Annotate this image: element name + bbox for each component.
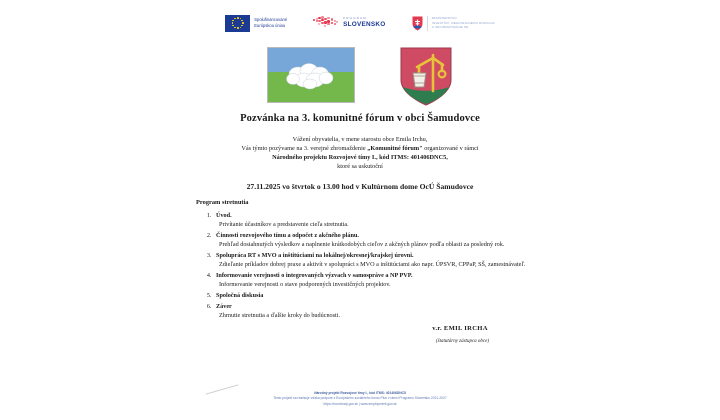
intro-line-2-b: organizované v rámci — [422, 144, 479, 152]
event-datetime-line: 27.11.2025 vo štvrtok o 13.00 hod v Kultúrnom dome OcÚ Šamudovce — [246, 182, 474, 191]
eu-star-icon — [234, 27, 236, 29]
program-mark-dot — [327, 17, 329, 19]
village-emblems — [0, 47, 720, 107]
intro-line-1: Vážení obyvatelia, v mene starostu obce Emila Irchu, — [292, 136, 428, 143]
ministry-line3: A INFORMATIZÁCIE SR — [431, 25, 469, 30]
program-mark-dot — [336, 21, 338, 23]
program-mark-dot — [331, 18, 334, 21]
intro-line-4: ktoré sa uskutoční — [337, 162, 383, 170]
itms-code-text: Národného projektu Rozvojové tímy I., kód ITMS: 401406DNC5, — [272, 153, 448, 161]
agenda-item-title: 2. Činnosti rozvojového tímu a odpočet z akčného plánu. — [216, 231, 359, 239]
agenda-item-title: 3. Spolupráca RT s MVO a inštitúciami na lokálnej/okresnej/krajskej úrovni. — [216, 251, 414, 259]
agenda-item-description: Zhrnutie stretnutia a ďalšie kroky do budúcnosti. — [219, 311, 341, 319]
intro-line-3 — [0, 154, 720, 163]
program-mark-dot — [324, 25, 326, 27]
agenda-list — [196, 211, 616, 320]
eu-star-icon — [237, 17, 239, 19]
program-slovensko-logo — [313, 16, 385, 31]
program-name: SLOVENSKO — [343, 20, 386, 28]
eu-star-icon — [240, 27, 242, 29]
agenda-item-title: 1. Úvod. — [216, 212, 232, 219]
agenda-item — [213, 291, 616, 300]
agenda-item — [213, 231, 616, 249]
agenda-item-description: Privítanie účastníkov a predstavenie cieľa stretnutia. — [219, 221, 349, 229]
program-slovensko-label — [343, 17, 385, 29]
agenda-item-description: Prehľad dosiahnutých výsledkov a naplnenie krátkodobých cieľov z akčných plánov podľa oblasti za posledný rok. — [219, 241, 505, 249]
eu-star-icon — [234, 18, 236, 20]
agenda-item — [213, 211, 616, 229]
slovak-coat-of-arms-icon — [412, 16, 423, 31]
eu-stars — [225, 15, 250, 32]
agenda-item-title: 6. Záver — [216, 302, 232, 310]
eu-star-icon — [241, 25, 243, 27]
intro-line-2 — [0, 145, 720, 154]
program-heading: Program stretnutia — [196, 199, 249, 206]
agenda-item-description: Zdieľanie príkladov dobrej praxe a aktivít v spolupráci s MVO a inštitúciami ako napr. ÚPSVR, CPPaP, SŠ, zamestnávateľ. — [219, 261, 526, 269]
agenda-item-title: 4. Informovanie verejnosti o integrovaných výzvach v samospráve a NP PVP. — [216, 271, 413, 279]
signature-name: v.r. EMIL IRCHA — [432, 325, 488, 332]
eu-star-icon — [237, 27, 239, 29]
footer-line-1: Národný projekt Rozvojové tímy I., kód ITMS: 401406DNC5 — [314, 390, 406, 395]
page-title: Pozvánka na 3. komunitné fórum v obci Šamudovce — [240, 113, 480, 124]
ministry-divider — [427, 16, 428, 31]
program-mark-dot — [331, 22, 333, 24]
signature-role: (štatutárny zástupca obce) — [435, 339, 490, 344]
agenda-item — [213, 271, 616, 289]
ministry-line1: MINISTERSTVO — [431, 16, 457, 21]
intro-paragraph — [0, 136, 720, 172]
footer-line-3: https://eurofondy.gov.sk | www.employment.gov.sk — [323, 402, 397, 407]
funding-logo-strip — [0, 8, 720, 38]
footer-line-2: Tento projekt sa realizuje vďaka podpore z Európskeho sociálneho fondu Plus v rámci Programu Slovensko 2021-2027 — [273, 396, 447, 401]
eu-cofunding-line1: Spolufinancované — [254, 17, 288, 23]
eu-star-icon — [232, 22, 234, 24]
ministry-logo — [412, 16, 495, 31]
program-kicker: PROGRAM — [343, 16, 367, 21]
village-coat-of-arms-image — [399, 47, 453, 107]
agenda-item — [213, 302, 616, 320]
agenda-item-title: 5. Spoločná diskusia — [216, 291, 264, 299]
ministry-label — [432, 16, 495, 30]
eu-star-icon — [232, 20, 234, 22]
program-slovensko-mark-icon — [313, 16, 339, 31]
eu-flag-icon — [225, 15, 250, 32]
ministry-line2: INVESTÍCIÍ, REGIONÁLNEHO ROZVOJA — [431, 20, 495, 25]
eu-star-icon — [241, 20, 243, 22]
intro-line-2-bold: „Komunitné fórum" — [367, 144, 423, 152]
program-section — [196, 199, 616, 322]
eu-cofunding-label — [254, 17, 287, 29]
bucket-shape — [413, 73, 426, 87]
eu-star-icon — [242, 22, 244, 24]
eu-cofunding-line2: Európskou úniou — [254, 23, 286, 28]
eu-cofunding-logo — [225, 15, 287, 32]
program-mark-dot — [334, 23, 336, 25]
agenda-item — [213, 251, 616, 269]
program-mark-dot — [327, 23, 329, 25]
program-mark-dot — [318, 23, 320, 25]
intro-line-2-a: Vás týmto pozývame na 3. verejné zhromaždenie — [241, 144, 368, 152]
page-footer — [0, 391, 720, 408]
village-flag-image — [267, 47, 355, 103]
agenda-item-description: Informovanie verejnosti o stave podporených investičných projektov. — [219, 281, 391, 289]
